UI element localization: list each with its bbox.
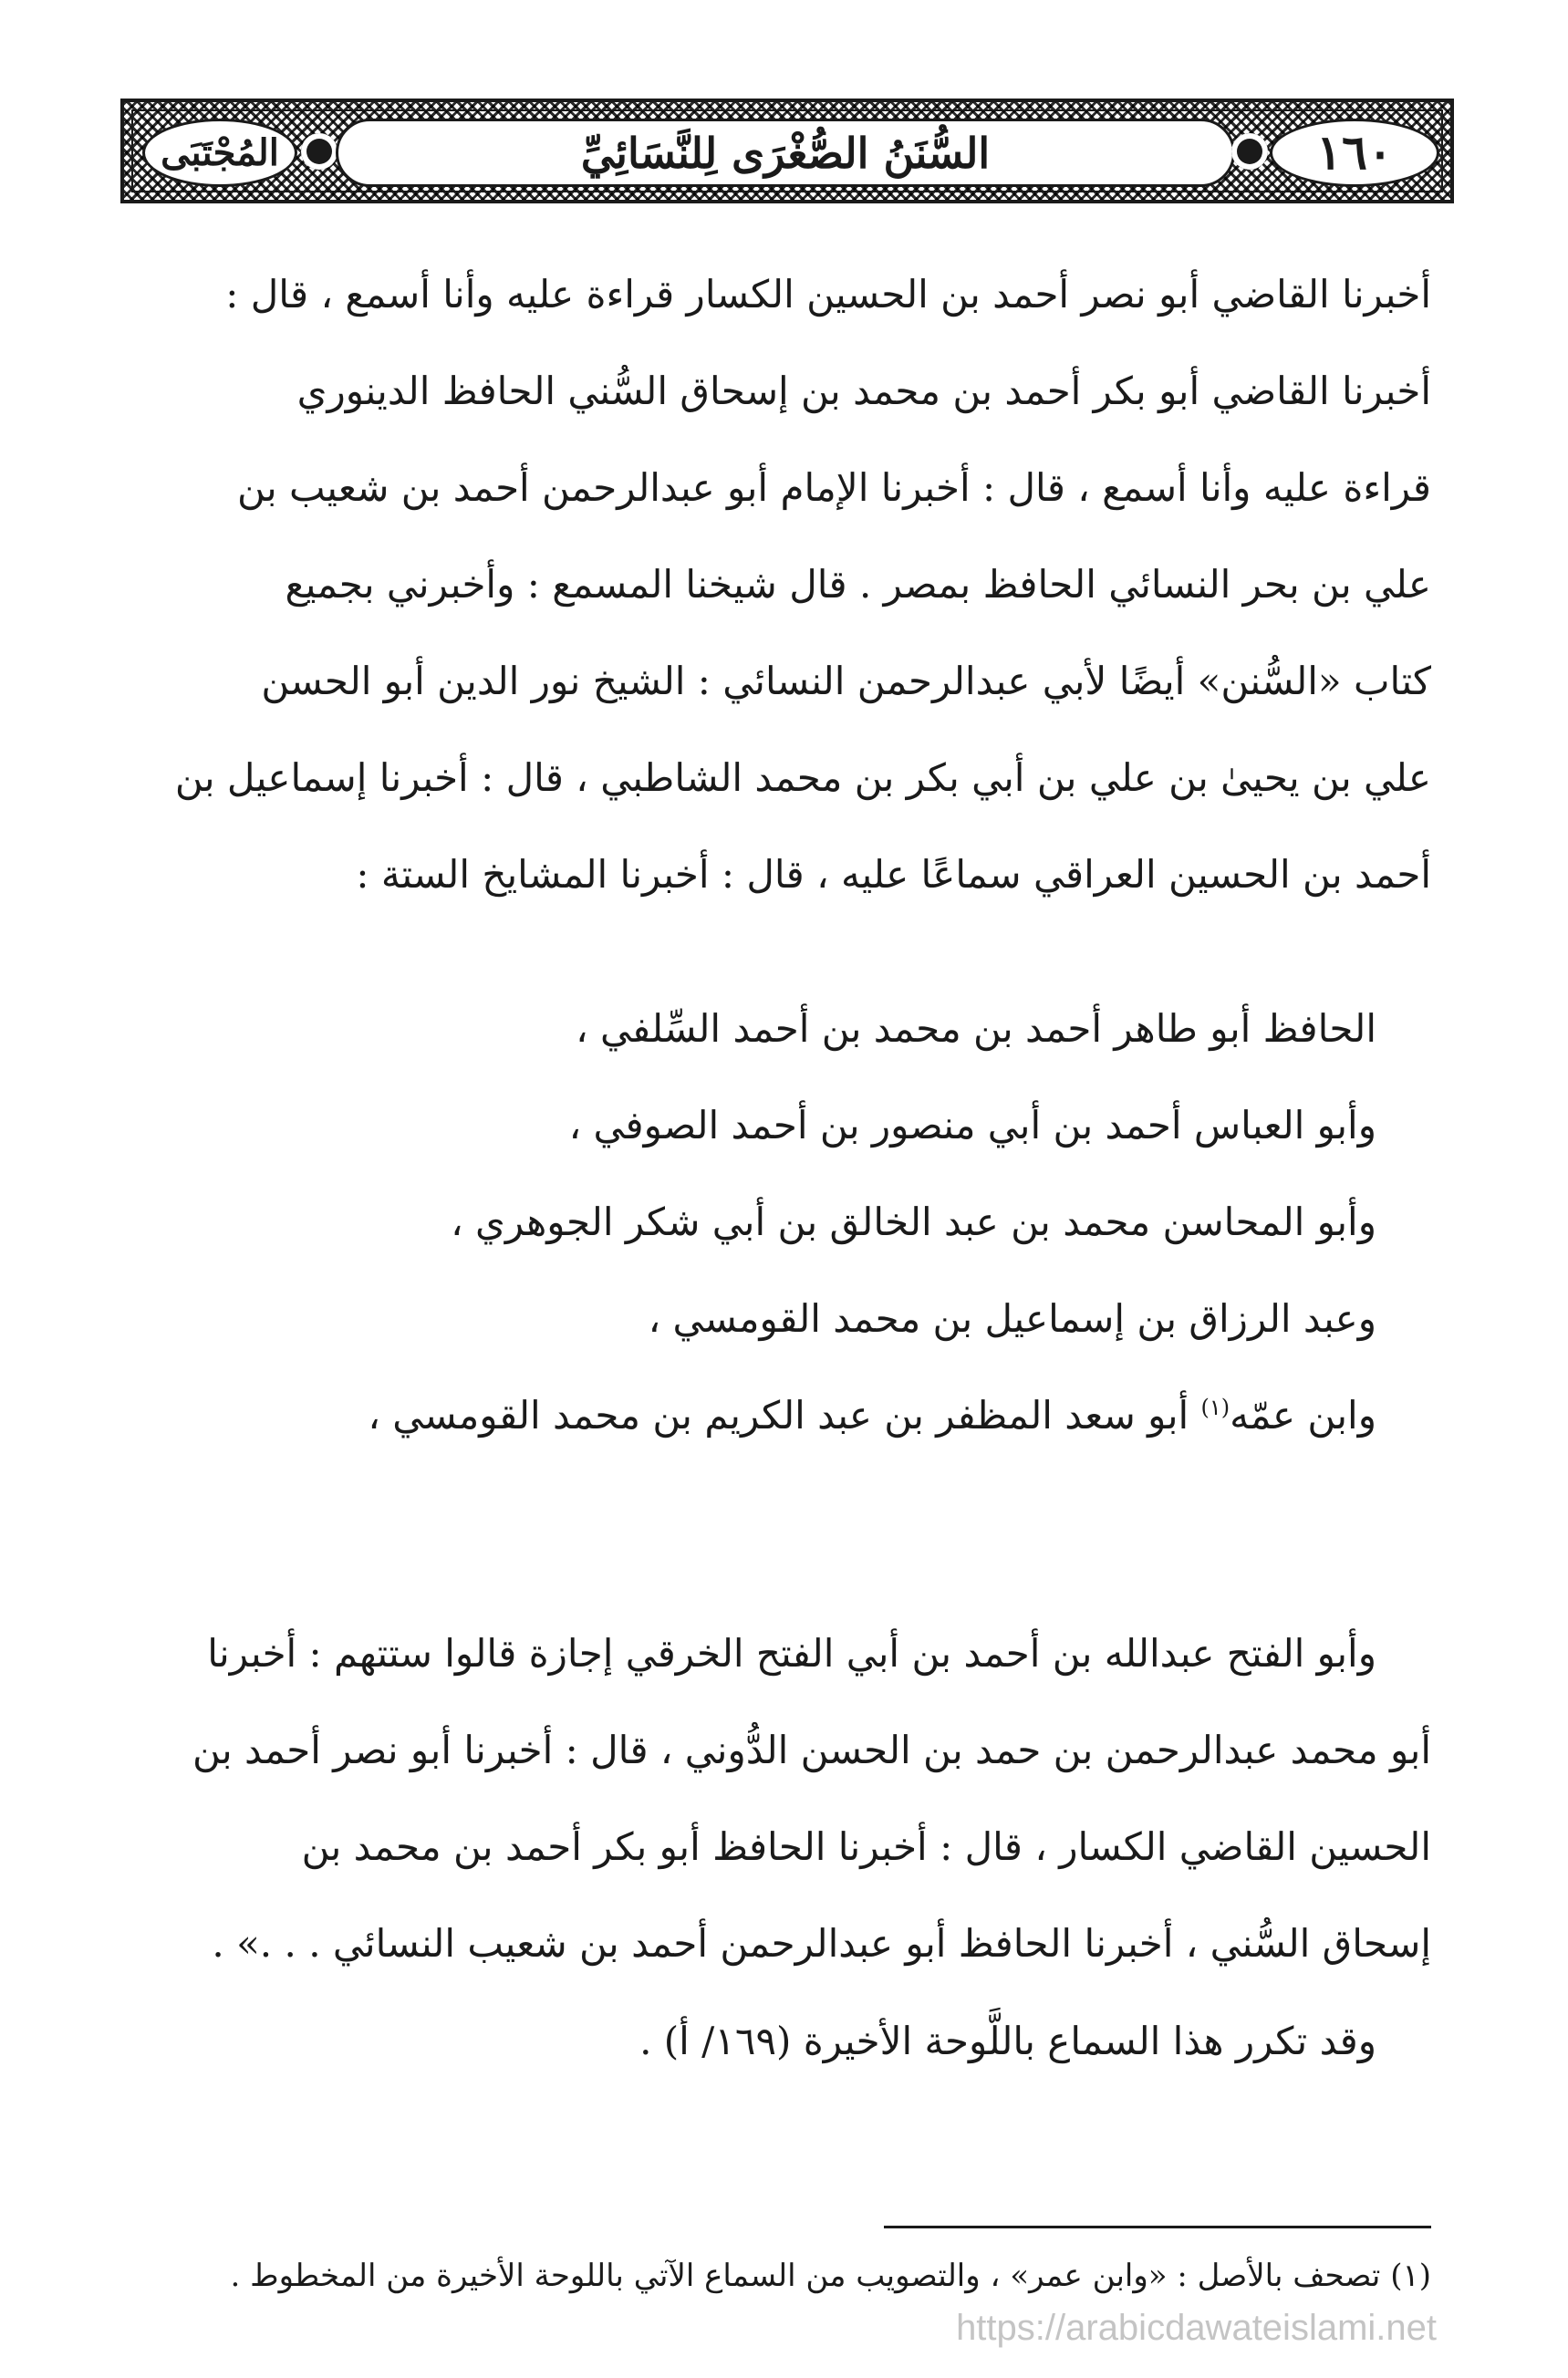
- text-line: الحسين القاضي الكسار ، قال : أخبرنا الحافظ أبو بكر أحمد بن محمد بن: [301, 1824, 1431, 1869]
- closing-paragraph: [138, 1605, 1431, 1992]
- repeat-note: [138, 1993, 1431, 2090]
- text-line: وأبو الفتح عبدالله بن أحمد بن أبي الفتح الخرقي إجازة قالوا ستتهم : أخبرنا: [207, 1631, 1376, 1676]
- teachers-list: [136, 981, 1376, 1464]
- text-line: أخبرنا القاضي أبو بكر أحمد بن محمد بن إسحاق السُّني الحافظ الدينوري: [296, 369, 1431, 413]
- series-name: المُجْتَبَى: [161, 131, 279, 174]
- teacher-line: وأبو العباس أحمد بن أبي منصور بن أحمد الصوفي ،: [568, 1103, 1376, 1147]
- text-line: وقد تكرر هذا السماع باللَّوحة الأخيرة (١٦٩/ أ) .: [639, 2019, 1376, 2063]
- text-line: كتاب «السُّنن» أيضًا لأبي عبدالرحمن النسائي : الشيخ نور الدين أبو الحسن: [261, 659, 1431, 703]
- page-number-cartouche: [1270, 119, 1439, 187]
- intro-paragraph: [138, 246, 1431, 923]
- series-cartouche: [142, 119, 297, 187]
- footnote-reference[interactable]: (١): [1200, 1395, 1231, 1420]
- text-line: إسحاق السُّني ، أخبرنا الحافظ أبو عبدالرحمن أحمد بن شعيب النسائي . . .» .: [212, 1921, 1431, 1966]
- teacher-five-after: أبو سعد المظفر بن عبد الكريم بن محمد القومسي ،: [368, 1393, 1201, 1438]
- rosette-ornament-icon: [301, 133, 337, 170]
- teacher-line: الحافظ أبو طاهر أحمد بن محمد بن أحمد السِّلفي ،: [576, 1006, 1376, 1051]
- book-title: السُّنَنُ الصُّغْرَى لِلنَّسَائِيِّ: [580, 128, 991, 178]
- text-line: أبو محمد عبدالرحمن بن حمد بن الحسن الدُّوني ، قال : أخبرنا أبو نصر أحمد بن: [192, 1728, 1431, 1772]
- teacher-line: وأبو المحاسن محمد بن عبد الخالق بن أبي شكر الجوهري ،: [451, 1199, 1376, 1244]
- text-line: أخبرنا القاضي أبو نصر أحمد بن الحسين الكسار قراءة عليه وأنا أسمع ، قال :: [225, 272, 1431, 317]
- rosette-ornament-icon: [1231, 133, 1268, 170]
- running-header: [120, 99, 1454, 203]
- teacher-line: وعبد الرزاق بن إسماعيل بن محمد القومسي ،: [648, 1296, 1376, 1341]
- watermark-url: https://arabicdawateislami.net: [956, 2308, 1437, 2348]
- text-line: علي بن يحيىٰ بن علي بن أبي بكر بن محمد الشاطبي ، قال : أخبرنا إسماعيل بن: [174, 755, 1431, 800]
- footnote-divider: [884, 2226, 1431, 2228]
- teacher-line: [136, 1367, 1376, 1464]
- footnote: (١) تصحف بالأصل : «وابن عمر» ، والتصويب من السماع الآتي باللوحة الأخيرة من المخطوط .: [230, 2258, 1431, 2294]
- text-line: علي بن بحر النسائي الحافظ بمصر . قال شيخنا المسمع : وأخبرني بجميع: [285, 562, 1431, 607]
- text-line: أحمد بن الحسين العراقي سماعًا عليه ، قال : أخبرنا المشايخ الستة :: [356, 852, 1431, 897]
- title-cartouche: [336, 119, 1235, 187]
- page-number: ١٦٠: [1316, 125, 1393, 181]
- teacher-five-before: وابن عمّه: [1230, 1393, 1376, 1438]
- text-line: قراءة عليه وأنا أسمع ، قال : أخبرنا الإمام أبو عبدالرحمن أحمد بن شعيب بن: [237, 465, 1431, 510]
